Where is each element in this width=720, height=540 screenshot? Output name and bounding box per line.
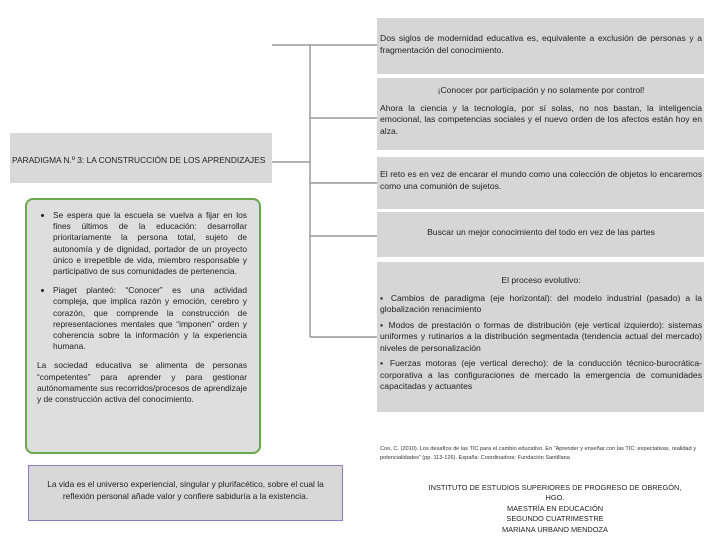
participation-body: Ahora la ciencia y la tecnología, por sí solas, no nos bastan, la inteligencia emocional, las competencias sociales y el nuevo orden de los afectos están hoy en alza. [380,102,702,136]
whole-knowledge-text: Buscar un mejor conocimiento del todo en vez de las partes [427,227,655,237]
modernity-text: Dos siglos de modernidad educativa es, equivalente a exclusión de personas y a fragmentación del conocimiento. [380,33,702,55]
term: SEGUNDO CUATRIMESTRE [506,514,604,524]
whole-knowledge-box [377,212,704,257]
institution-name: INSTITUTO DE ESTUDIOS SUPERIORES DE PROGRESO DE OBREGÓN, HGO. [428,483,682,503]
left-bullet-2: • Piaget planteó: “Conocer” es una actividad compleja, que implica razón y emoción, cerebro y corazón, que comprende la construcción de representaciones mentales que “imponen” orden y coherencia sobre la información y la experiencia humana. [53,285,247,352]
evolution-heading: El proceso evolutivo: [501,275,581,285]
institution-block [420,483,690,535]
left-bullet-list [37,210,247,352]
paradigm-title-box [10,133,272,183]
challenge-text: El reto es en vez de encarar el mundo como una colección de objetos lo encaremos como una comunión de sujetos. [380,169,702,191]
modernity-box [377,18,704,74]
program-name: MAESTRÍA EN EDUCACIÓN [506,503,604,513]
paradigm-title: PARADIGMA N.º 3: LA CONSTRUCCIÓN DE LOS APRENDIZAJES [12,155,266,165]
left-content-box [25,198,261,454]
participation-box [377,78,704,150]
evolution-item-2: ▪ Modos de prestación o formas de distribución (eje vertical izquierdo): sistemas uniformes y rutinarios a la distribución segmentada (tendencia actual del mercado) niveles de personalización [380,319,702,353]
life-universe-box [28,465,343,521]
evolution-item-3: ▪ Fuerzas motoras (eje vertical derecho): de la conducción técnico-burocrática-corporativa a las configuraciones de mercado la emergencia de comunidades capacitadas y actuantes [380,358,702,391]
citation: Coo, C. (2010). Los desafíos de las TIC para el cambio educativo. En “Aprender y enseñar con las TIC: expectativas, realidad y potencialidades” (pp. 113-126). España: Coordinadora: Fundación Santillana [380,446,697,461]
participation-heading: ¡Conocer por participación y no solamente por control! [437,85,645,95]
author-name: MARIANA URBANO MENDOZA [502,524,608,534]
evolution-box [377,262,704,412]
evolution-item-1: ▪ Cambios de paradigma (eje horizontal): del modelo industrial (pasado) a la globalización renacimiento [380,292,702,314]
left-bullet-1: • Se espera que la escuela se vuelva a fijar en los fines últimos de la educación: desarrollar prioritariamente la persona total, sujeto de autonomía y de dignidad, portador de un proyecto único e irrepetible de vida, miembro responsable y participativo de sus comunidades de pertenencia. [53,210,247,277]
life-universe-text: La vida es el universo experiencial, singular y plurifacético, sobre el cual la reflexión personal añade valor y confiere sabiduría a la existencia. [47,479,324,501]
challenge-box [377,157,704,209]
left-paragraph: La sociedad educativa se alimenta de personas “competentes” para aprender y para gestionar autónomamente sus recorridos/procesos de aprendizaje y de construcción activa del conocimiento. [37,360,247,405]
